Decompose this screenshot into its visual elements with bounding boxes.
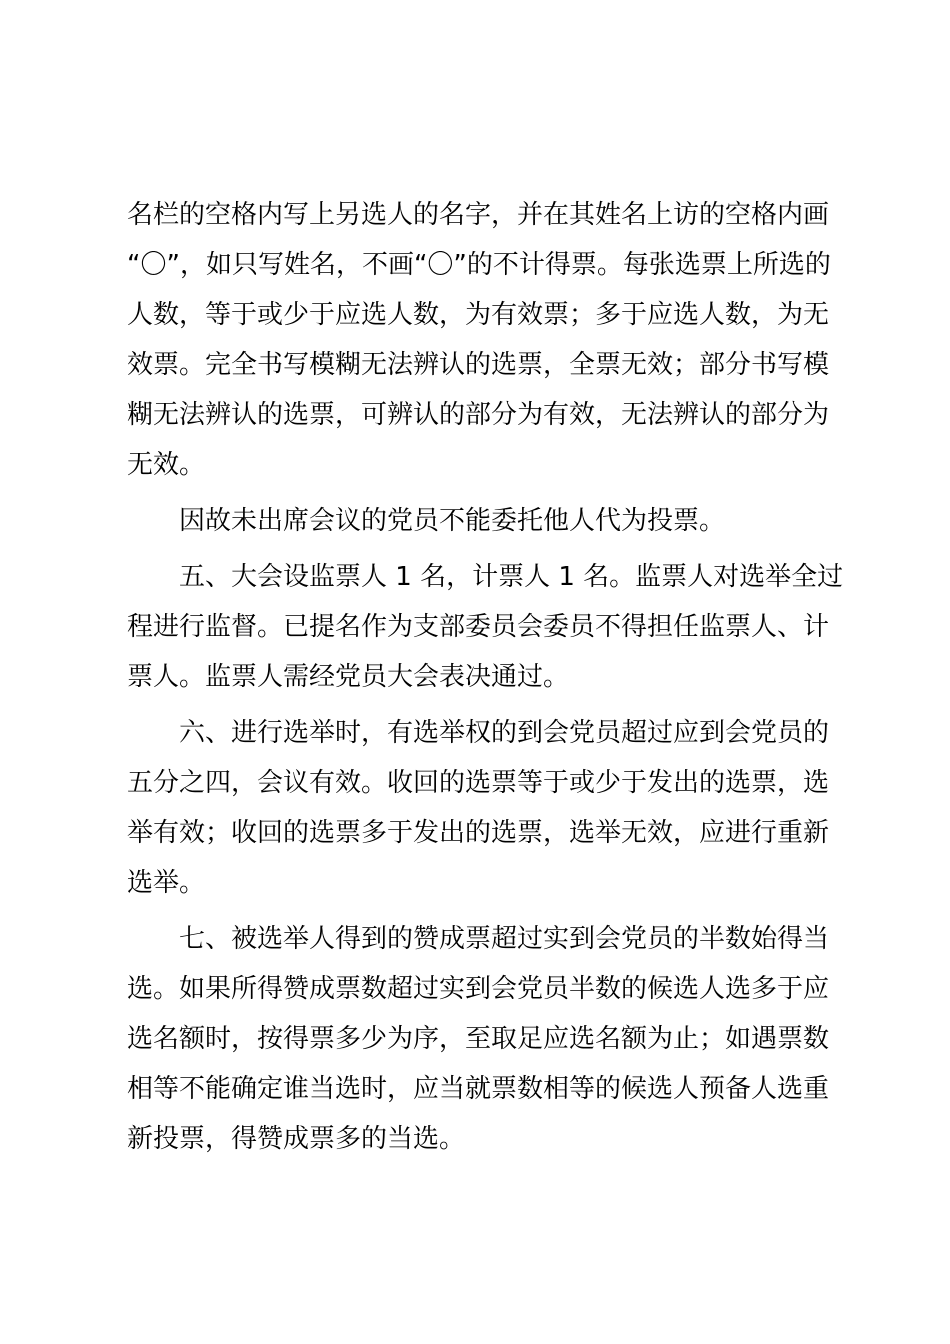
text-line: 名栏的空格内写上另选人的名字，并在其姓名上访的空格内画	[127, 200, 830, 230]
text-line: 选。如果所得赞成票数超过实到会党员半数的候选人选多于应	[127, 974, 830, 1004]
paragraph-item-six	[127, 708, 830, 908]
text-line: 无效。	[127, 450, 206, 480]
text-line: “〇”，如只写姓名，不画“〇”的不计得票。每张选票上所选的	[127, 250, 831, 280]
text-line: 举有效；收回的选票多于发出的选票，选举无效，应进行重新	[127, 818, 830, 848]
text-line: 效票。完全书写模糊无法辨认的选票，全票无效；部分书写模	[127, 350, 830, 380]
paragraph-ballot-rules	[127, 190, 831, 490]
paragraph-proxy-voting	[127, 496, 823, 546]
text-line: 人数，等于或少于应选人数，为有效票；多于应选人数，为无	[127, 300, 830, 330]
text-line: 相等不能确定谁当选时，应当就票数相等的候选人预备人选重	[127, 1074, 830, 1104]
text-line: 五、大会设监票人 1 名，计票人 1 名。监票人对选举全过	[179, 562, 844, 592]
text-line: 因故未出席会议的党员不能委托他人代为投票。	[179, 506, 726, 536]
text-line: 程进行监督。已提名作为支部委员会委员不得担任监票人、计	[127, 612, 830, 642]
text-line: 五分之四，会议有效。收回的选票等于或少于发出的选票，选	[127, 768, 830, 798]
text-line: 六、进行选举时，有选举权的到会党员超过应到会党员的	[179, 718, 830, 748]
text-line: 票人。监票人需经党员大会表决通过。	[127, 662, 570, 692]
document-page	[127, 190, 844, 1164]
text-line: 选名额时，按得票多少为序，至取足应选名额为止；如遇票数	[127, 1024, 830, 1054]
text-line: 选举。	[127, 868, 206, 898]
paragraph-item-five	[127, 552, 844, 702]
text-line: 新投票，得赞成票多的当选。	[127, 1124, 466, 1154]
text-line: 糊无法辨认的选票，可辨认的部分为有效，无法辨认的部分为	[127, 400, 830, 430]
paragraph-item-seven	[127, 914, 830, 1164]
text-line: 七、被选举人得到的赞成票超过实到会党员的半数始得当	[179, 924, 830, 954]
